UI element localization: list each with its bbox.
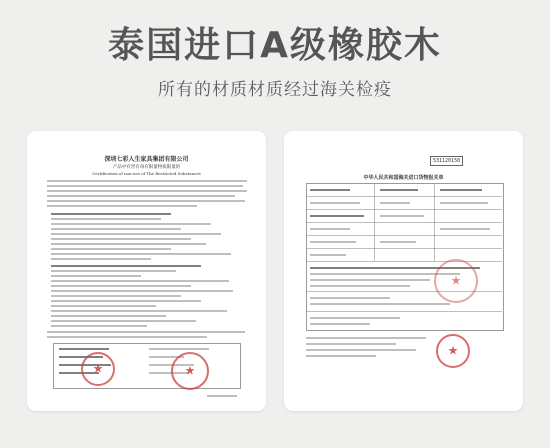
- red-stamp-seal: [171, 352, 209, 390]
- page-title: 泰国进口A级橡胶木: [108, 25, 442, 66]
- certificate-document-left: [27, 131, 266, 411]
- certificate-document-right: [284, 131, 523, 411]
- certificate-heading: 深圳七彩人生家具集团有限公司: [104, 156, 189, 163]
- certificate-subheading-en: Certification of non-use of The Restricted Substances: [92, 171, 201, 176]
- certificate-card-left: [27, 131, 266, 411]
- certificate-subheading-cn: 产品中有害有毒有限量物质限量的: [112, 165, 181, 170]
- red-stamp-seal: [81, 352, 115, 386]
- page-subtitle: 所有的材质材质经过海关检疫: [158, 80, 392, 100]
- certificate-card-right: [284, 131, 523, 411]
- customs-form-code: 531120150: [430, 156, 463, 166]
- red-stamp-seal: [434, 259, 478, 303]
- star-icon: ★: [447, 343, 459, 358]
- red-stamp-seal: [436, 334, 470, 368]
- customs-form-heading: 中华人民共和国海关进口货物报关单: [363, 175, 444, 181]
- star-icon: ★: [450, 273, 462, 288]
- star-icon: ★: [92, 361, 104, 376]
- star-icon: ★: [184, 363, 196, 378]
